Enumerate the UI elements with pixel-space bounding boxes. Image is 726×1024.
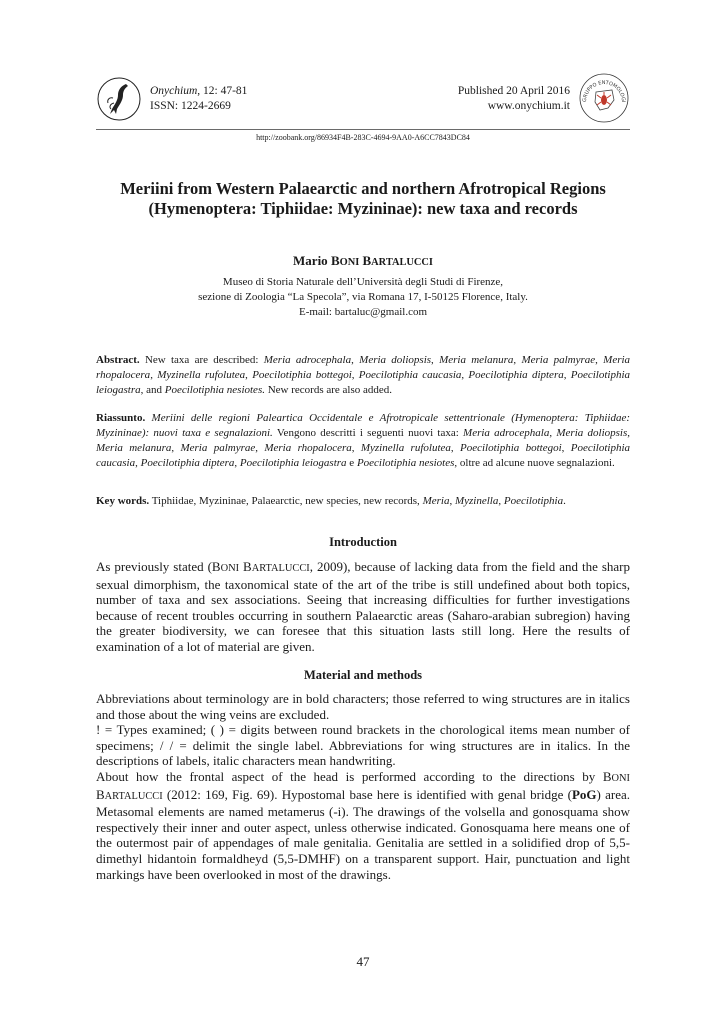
introduction-heading: Introduction (329, 535, 397, 549)
materials-paragraph-3: About how the frontal aspect of the head is performed according to the directions by BONI BARTALUCCI (2012: 169, Fig. 69). Hypostomal base here is identified with genal bridge (PoG) area. Metasomal elements are named metamerus (-i). The drawings of the volsella and gonosquama show respectively their inner and outer aspect, unless otherwise indicated. Gonosquama here means one of the outermost pair of appendages of male genitalia. Genitalia are settled in a solidified drop of 5,5-dimethyl hidantoin formaldheyd (5,5-DMHF) on a transparent support. Hair, punctuation and light markings have been overlooked in most of the drawings. (96, 768, 630, 882)
riassunto: Riassunto. Meriini delle regioni Paleartica Occidentale e Afrotropicale settentrionale (Hymenoptera: Tiphiidae: Myzininae): nuovi taxa e segnalazioni. Vengono descritti i seguenti nuovi taxa: Meria adrocephala, Meria doliopsis, Meria melanura, Meria palmyrae, Meria rhopalocera, Myzinella rufolutea, Poecilotiphia bottegoi, Poecilotiphia caucasia, Poecilotiphia diptera, Poecilotiphia leiogastra e Poecilotiphia nesiotes, oltre ad alcune nuove segnalazioni. (96, 412, 630, 469)
materials-paragraph-1: Abbreviations about terminology are in bold characters; those referred to wing structures are in italics and those about the wing veins are excluded. (96, 691, 630, 722)
gruppo-entomologico-logo (578, 72, 630, 124)
affiliation-line-1: Museo di Storia Naturale dell’Università degli Studi di Firenze, (222, 276, 504, 288)
published-date: Published 20 April 2016 (457, 85, 570, 97)
page-header (96, 70, 630, 130)
issn: ISSN: 1224-2669 (150, 100, 231, 112)
journal-volume: , 12: 47-81 (197, 85, 248, 97)
publication-info (458, 84, 570, 114)
materials-heading: Material and methods (303, 668, 423, 682)
journal-citation (150, 84, 247, 114)
introduction-paragraph: As previously stated (BONI BARTALUCCI, 2009), because of lacking data from the field and the sharp sexual dimorphism, the taxonomical state of the art of the tribe is still undefined about both topics, number of taxa and sex associations. Seeing that increasing difficulties for further investigations because of recent troubles occurring in southern Palaearctic areas (Saharo-arabian subregion) having the greater biodiversity, we can foresee that this situation lasts still long. Here the results of examination of a lot of material are given. (96, 559, 630, 654)
journal-name: Onychium (150, 85, 198, 97)
zoobank-link[interactable]: http://zoobank.org/86934F4B-283C-4694-9AA0-A6CC7843DC84 (256, 133, 470, 142)
affiliation (0, 275, 726, 320)
materials-paragraph-2: ! = Types examined; ( ) = digits between round brackets in the chorological items mean number of specimens; / / = delimit the single label. Abbreviations for wing structures are in italics. In the descriptions of labels, italic characters mean handwriting. (96, 722, 630, 769)
paper-title (80, 179, 646, 219)
keywords: Key words. Tiphiidae, Myzininae, Palaearctic, new species, new records, Meria, Myzinella, Poecilotiphia. (96, 495, 566, 507)
header-rule (96, 129, 630, 130)
logo-ring-text: GRUPPO ENTOMOLOGI (581, 79, 627, 103)
materials-body (96, 691, 630, 882)
author-email[interactable]: E-mail: bartaluc@gmail.com (298, 306, 428, 318)
title-line-2: (Hymenoptera: Tiphiidae: Myzininae): new taxa and records (148, 199, 578, 218)
page-number: 47 (356, 954, 370, 969)
abstract: Abstract. New taxa are described: Meria adrocephala, Meria doliopsis, Meria melanura, Meria palmyrae, Meria rhopalocera, Myzinella rufolutea, Poecilotiphia bottegoi, Poecilotiphia caucasia, Poecilotiphia diptera, Poecilotiphia leiogastra, and Poecilotiphia nesiotes. New records are also added. (96, 354, 631, 396)
journal-website: www.onychium.it (487, 100, 570, 112)
onychium-logo (96, 76, 142, 122)
affiliation-line-2: sezione di Zoologia “La Specola”, via Romana 17, I-50125 Florence, Italy. (198, 291, 528, 303)
title-line-1: Meriini from Western Palaearctic and northern Afrotropical Regions (120, 179, 606, 198)
author-name: Mario BONI BARTALUCCI (293, 253, 433, 268)
